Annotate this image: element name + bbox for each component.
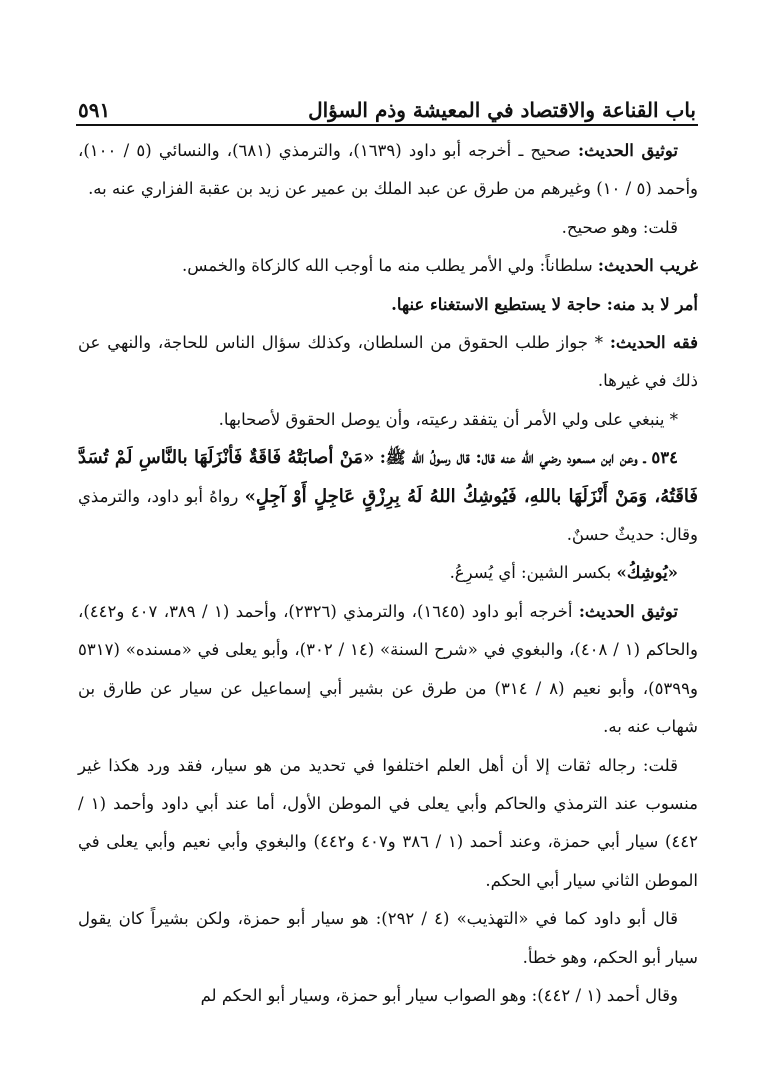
paragraph-text: وقال أحمد (١ / ٤٤٢): وهو الصواب سيار أبو حمزة، وسيار أبو الحكم لم (200, 985, 678, 1005)
section-label: غريب الحديث: (597, 256, 698, 276)
paragraph-abu-dawud-quote (78, 900, 698, 977)
paragraph-text: * ينبغي على ولي الأمر أن يتفقد رعيته، وأن يوصل الحقوق لأصحابها. (218, 409, 678, 429)
hadith-text: «مَنْ أصابَتْهُ فَاقَةٌ فَأنْزَلَهَا بالنَّاسِ لَمْ تُسَدَّ فَاقَتُهُ، وَمَنْ أَنْزَلَهَا باللهِ، فَيُوشِكُ اللهُ لَهُ بِرِزْقٍ عَاجِلٍ أَوْ آجِلٍ» (78, 447, 698, 507)
hadith-gloss (78, 554, 698, 592)
header-rule (76, 124, 698, 126)
section-label: توثيق الحديث: (578, 141, 678, 160)
page-number: ٥٩١ (78, 98, 111, 122)
paragraph-ahmad-quote (78, 977, 698, 1015)
paragraph-fiqh (78, 324, 698, 401)
hadith-source: رواهُ أبو داود، والترمذي وقال: حديثٌ حسنٌ. (78, 486, 698, 545)
running-header (78, 86, 696, 122)
paragraph-gloss (78, 286, 698, 324)
hadith-intro: ٥٣٤ ـ وعن ابن مسعود رضي الله عنه قال: قال رسولُ الله ﷺ: (379, 448, 678, 468)
paragraph-text: قلت: رجاله ثقات إلا أن أهل العلم اختلفوا في تحديد من هو سيار، فقد ورد هكذا غير منسوب عند الترمذي والحاكم وأبي يعلى في الموطن الأول، أما عند أبي داود وأحمد (١ / ٤٤٢) سيار أبي حمزة، وعند أحمد (١ / ٣٨٦ و٤٠٧ و٤٤٢) والبغوي وأبي نعيم وأبي يعلى في الموطن الثاني سيار أبي الحكم. (78, 755, 698, 890)
section-label: توثيق الحديث: (578, 601, 678, 621)
paragraph-text: قلت: وهو صحيح. (561, 217, 678, 237)
paragraph-text: صحيح ـ أخرجه أبو داود (١٦٣٩)، والترمذي (٦٨١)، والنسائي (٥ / ١٠٠)، وأحمد (٥ / ١٠) وغيرهم من طرق عن عبد الملك بن عمير عن زيد بن عقبة الفزاري عنه به. (78, 141, 698, 199)
paragraph-comment-2 (78, 747, 698, 901)
paragraph-takhrij (78, 132, 698, 209)
section-label: فقه الحديث: (609, 333, 698, 353)
hadith-534 (78, 439, 698, 554)
chapter-title: باب القناعة والاقتصاد في المعيشة وذم السؤال (308, 98, 696, 122)
paragraph-takhrij-2 (78, 593, 698, 747)
paragraph-text: أمر لا بد منه: حاجة لا يستطيع الاستغناء عنها. (391, 294, 698, 314)
paragraph-text: قال أبو داود كما في «التهذيب» (٤ / ٢٩٢): هو سيار أبو حمزة، ولكن بشيراً كان يقول سيار أبو الحكم، وهو خطأ. (78, 909, 698, 967)
paragraph-text: أخرجه أبو داود (١٦٤٥)، والترمذي (٢٣٢٦)، وأحمد (١ / ٣٨٩، ٤٠٧ و٤٤٢)، والحاكم (١ / ٤٠٨)، والبغوي في «شرح السنة» (١٤ / ٣٠٢)، وأبو يعلى في «مسنده» (٥٣١٧ و٥٣٩٩)، وأبو نعيم (٨ / ٣١٤) من طرق عن بشير أبي إسماعيل عن سيار عن طارق بن شهاب عنه به. (78, 601, 698, 737)
paragraph-text: * جواز طلب الحقوق من السلطان، وكذلك سؤال الناس للحاجة، والنهي عن ذلك في غيرها. (78, 333, 698, 391)
gloss-term: «يُوشِكُ» (616, 563, 678, 583)
paragraph-gharib (78, 247, 698, 285)
page-body (78, 132, 698, 1015)
paragraph-fiqh-point (78, 401, 698, 439)
paragraph-comment (78, 209, 698, 247)
paragraph-text: سلطاناً: ولي الأمر يطلب منه ما أوجب الله كالزكاة والخمس. (181, 256, 598, 276)
gloss-text: بكسر الشين: أي يُسرِعُ. (449, 563, 617, 583)
